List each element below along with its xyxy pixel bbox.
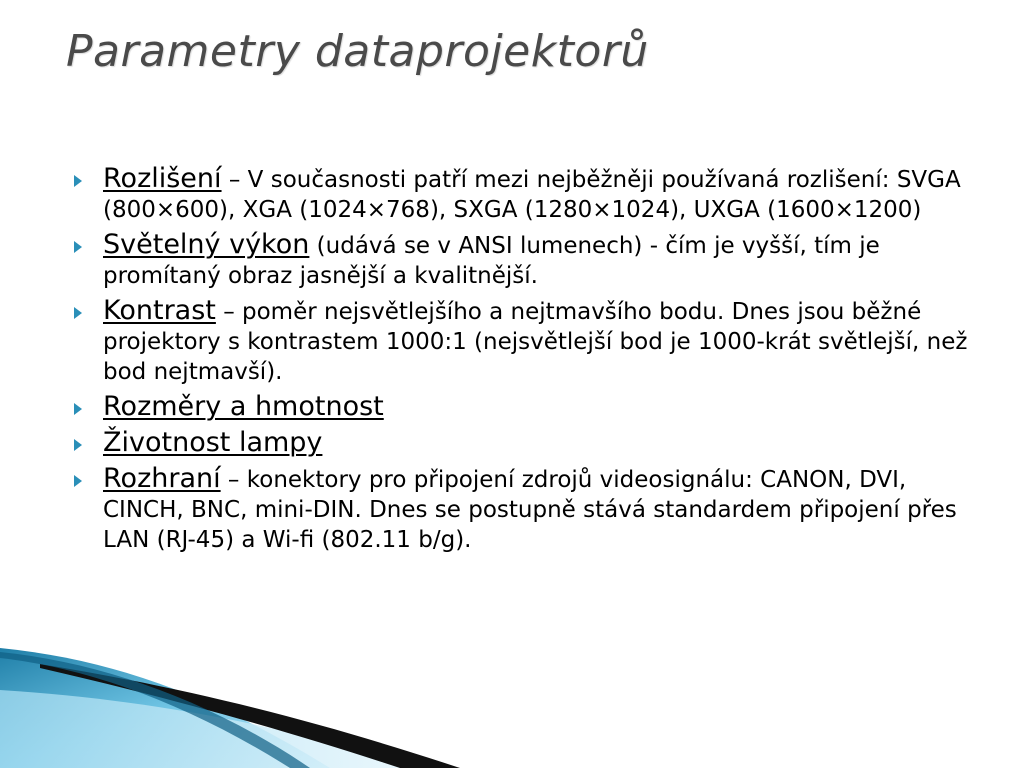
- list-item: [70, 428, 980, 460]
- list-item: [70, 296, 980, 388]
- triangle-bullet-icon: [74, 241, 82, 253]
- triangle-bullet-icon: [74, 475, 82, 487]
- triangle-bullet-icon: [74, 307, 82, 319]
- triangle-bullet-icon: [74, 175, 82, 187]
- triangle-bullet-icon: [74, 439, 82, 451]
- list-item: [70, 392, 980, 424]
- item-term: Světelný výkon: [103, 229, 310, 260]
- list-item: [70, 164, 980, 226]
- item-term: Kontrast: [103, 295, 216, 326]
- slide-title: Parametry dataprojektorů: [66, 26, 649, 77]
- item-text: (udává se v ANSI lumenech) - čím je vyšší, tím je promítaný obraz jasnější a kvalitnější.: [103, 233, 880, 289]
- item-term: Rozhraní: [103, 463, 221, 494]
- list-item: [70, 230, 980, 292]
- triangle-bullet-icon: [74, 403, 82, 415]
- item-text: – poměr nejsvětlejšího a nejtmavšího bodu. Dnes jsou běžné projektory s kontrastem 1000:1 (nejsvětlejší bod je 1000-krát světlejší, než bod nejtmavší).: [103, 299, 968, 385]
- item-term: Rozměry a hmotnost: [103, 391, 384, 422]
- item-term: Rozlišení: [103, 163, 222, 194]
- item-text: – konektory pro připojení zdrojů videosignálu: CANON, DVI, CINCH, BNC, mini-DIN. Dnes se postupně stává standardem připojení přes LAN (RJ-45) a Wi-fi (802.11 b/g).: [103, 467, 957, 553]
- item-term: Životnost lampy: [103, 427, 323, 458]
- list-item: [70, 464, 980, 556]
- item-text: – V současnosti patří mezi nejběžněji používaná rozlišení: SVGA (800×600), XGA (1024×768), SXGA (1280×1024), UXGA (1600×1200): [103, 167, 961, 223]
- bullet-list: [70, 164, 980, 560]
